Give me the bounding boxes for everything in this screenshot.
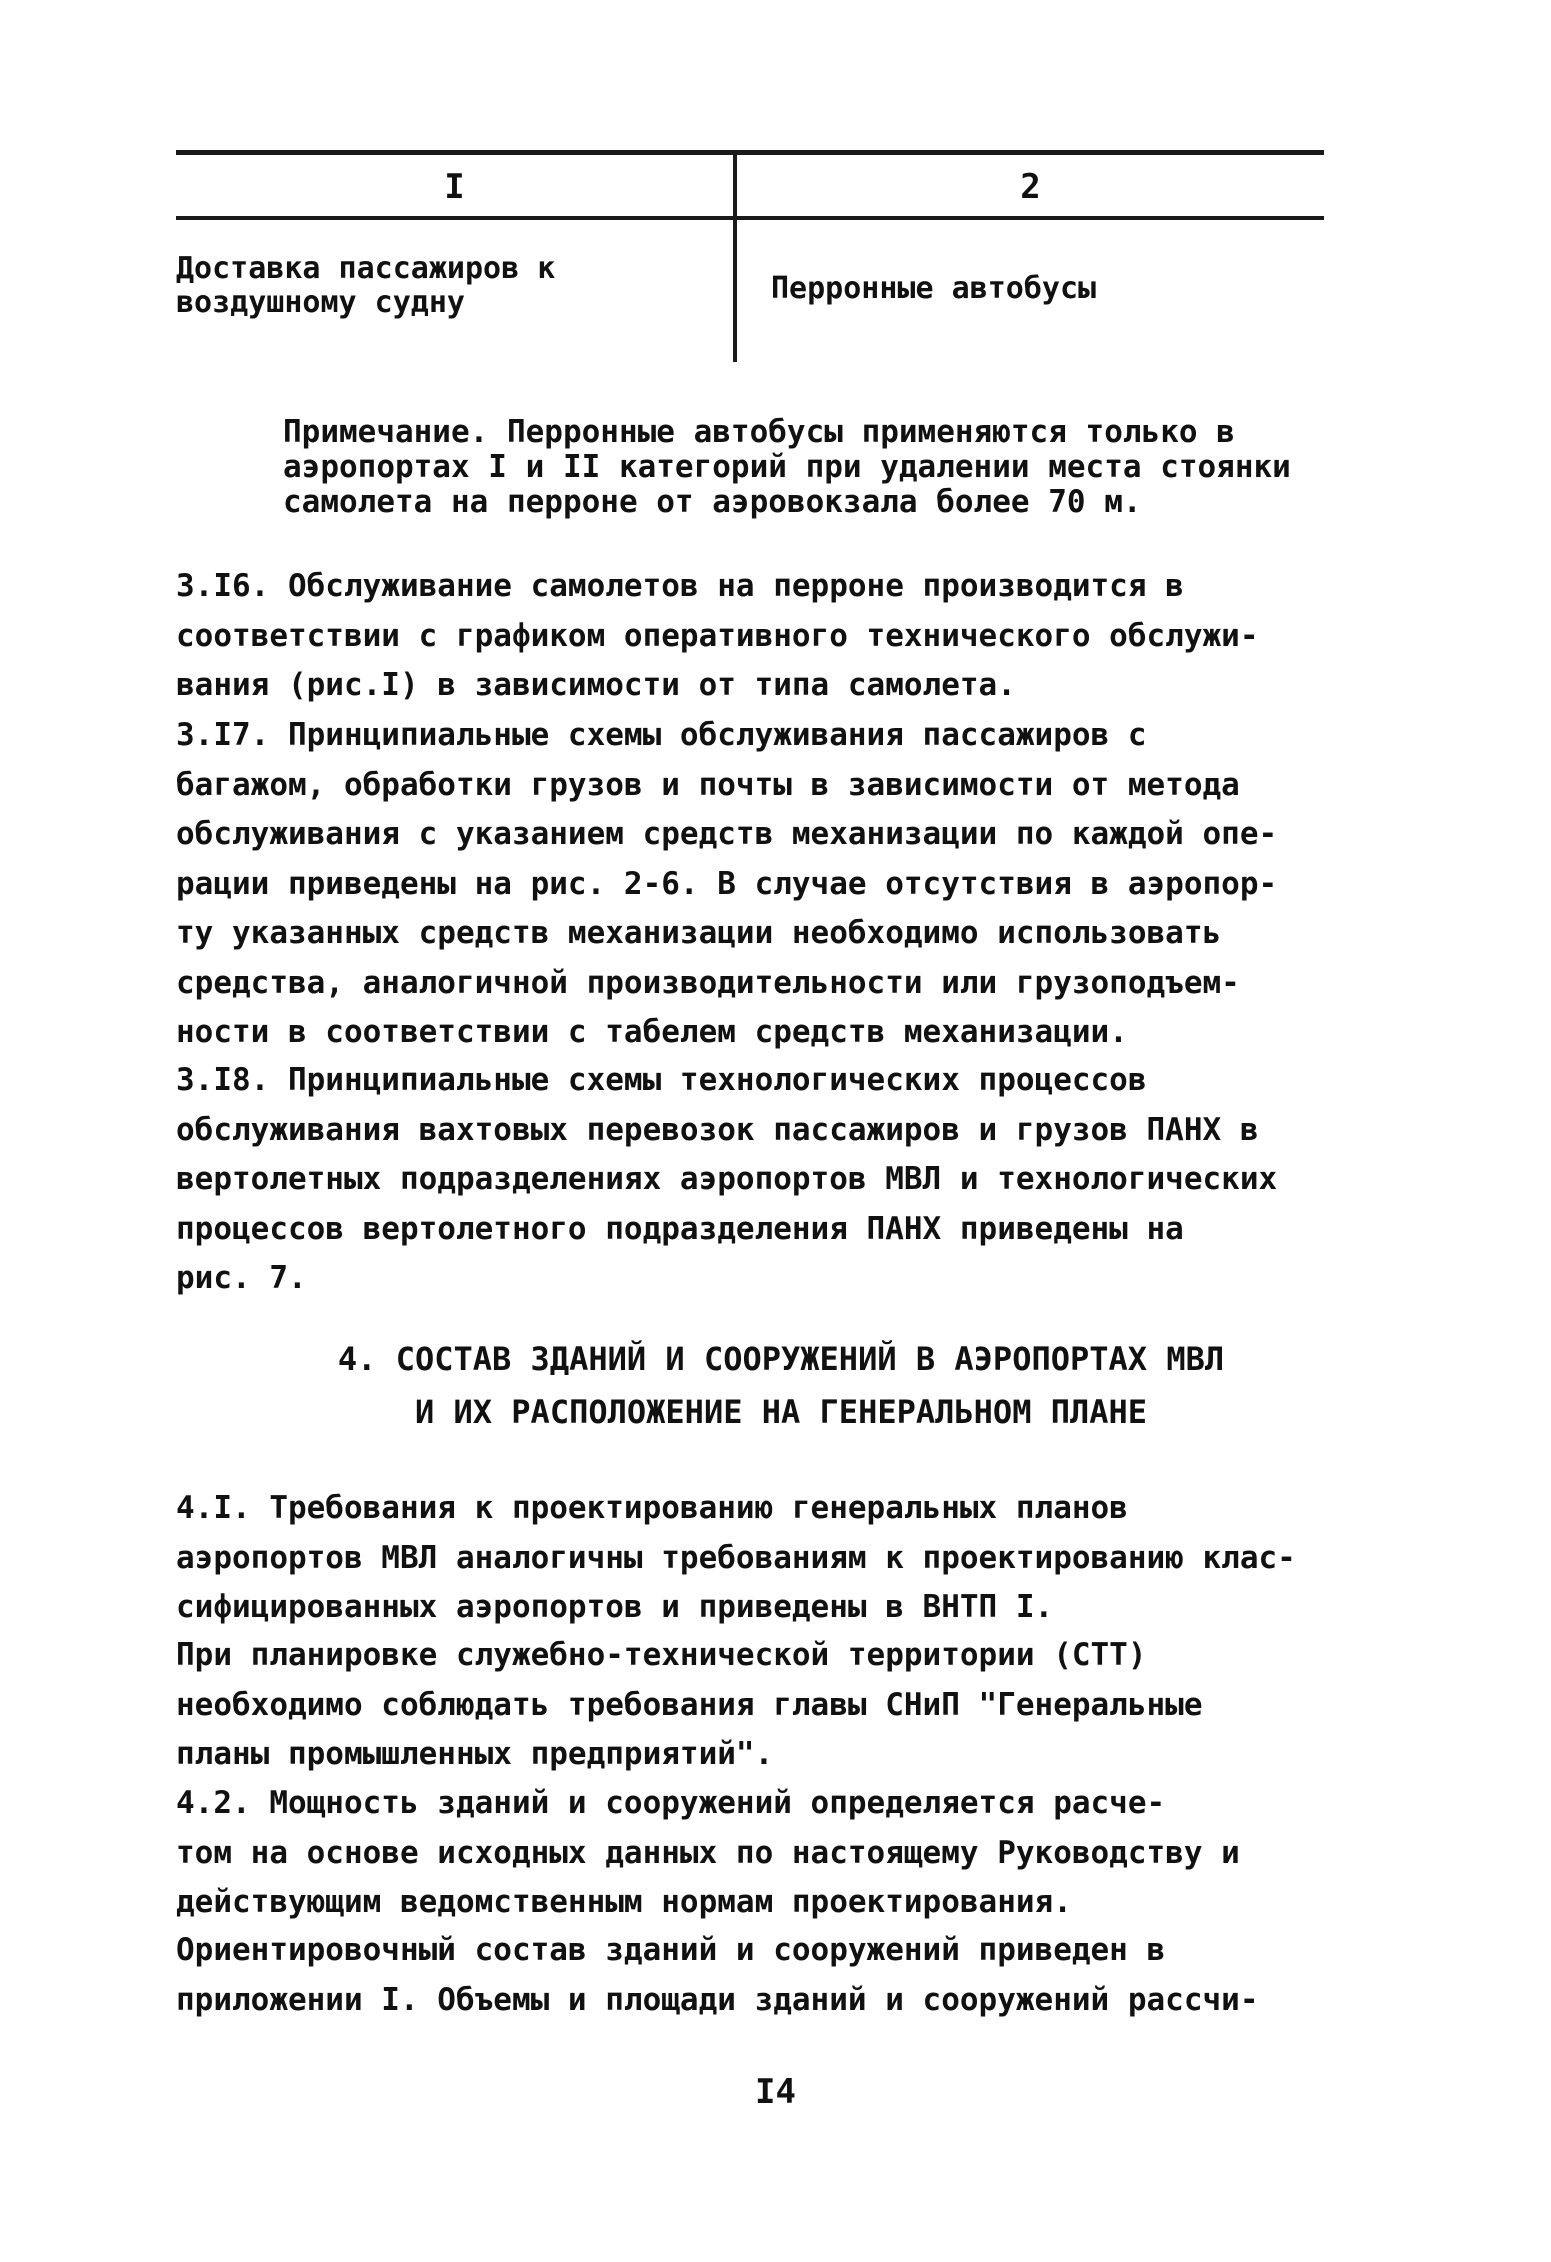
table-header-col-2: 2 bbox=[1020, 167, 1041, 207]
table-note: Примечание. Перронные автобусы применяются только в аэропортах I и II категорий при удалении места стоянки самолета на перроне от аэровокзала более 70 м. bbox=[283, 414, 1291, 520]
table-cell-equipment: Перронные автобусы bbox=[771, 271, 1097, 306]
paragraph-3-17: 3.I7. Принципиальные схемы обслуживания пассажиров с багажом, обработки грузов и почты в зависимости от метода обслуживания с указанием средств механизации по каждой опе- рации приведены на рис. 2-6. В случае отсутствия в аэропор- ту указанных средств механизации необходимо использовать средства, аналогичной производительности или грузоподъем- ности в соответствии с табелем средств механизации. bbox=[176, 717, 1278, 1050]
paragraph-3-16: 3.I6. Обслуживание самолетов на перроне производится в соответствии с графиком оперативного технического обслужи- вания (рис.I) в зависимости от типа самолета. bbox=[176, 568, 1259, 703]
paragraph-4-1: 4.I. Требования к проектированию генеральных планов аэропортов МВЛ аналогичны требованиям к проектированию клас- сифицированных аэропортов и приведены в ВНТП I. bbox=[176, 1490, 1296, 1625]
table-header-rule bbox=[176, 216, 1324, 220]
section-heading: 4. СОСТАВ ЗДАНИЙ И СООРУЖЕНИЙ В АЭРОПОРТАХ МВЛ И ИХ РАСПОЛОЖЕНИЕ НА ГЕНЕРАЛЬНОМ ПЛАНЕ bbox=[337, 1340, 1225, 1431]
table-cell-operation: Доставка пассажиров к воздушному судну bbox=[176, 251, 556, 320]
paragraph-4-1-stt: При планировке служебно-технической территории (СТТ) необходимо соблюдать требования главы СНиП "Генеральные планы промышленных предприятий". bbox=[176, 1637, 1203, 1772]
paragraph-4-2-composition: Ориентировочный состав зданий и сооружений приведен в приложении I. Объемы и площади зданий и сооружений рассчи- bbox=[176, 1932, 1259, 2018]
table-top-rule bbox=[176, 150, 1324, 155]
paragraph-3-18: 3.I8. Принципиальные схемы технологических процессов обслуживания вахтовых перевозок пассажиров и грузов ПАНХ в вертолетных подразделениях аэропортов МВЛ и технологических процессов вертолетного подразделения ПАНХ приведены на рис. 7. bbox=[176, 1062, 1278, 1296]
paragraph-4-2: 4.2. Мощность зданий и сооружений определяется расче- том на основе исходных данных по настоящему Руководству и действующим ведомственным нормам проектирования. bbox=[176, 1785, 1240, 1920]
table-header-col-1: I bbox=[444, 167, 465, 207]
page-number: I4 bbox=[755, 2072, 796, 2112]
